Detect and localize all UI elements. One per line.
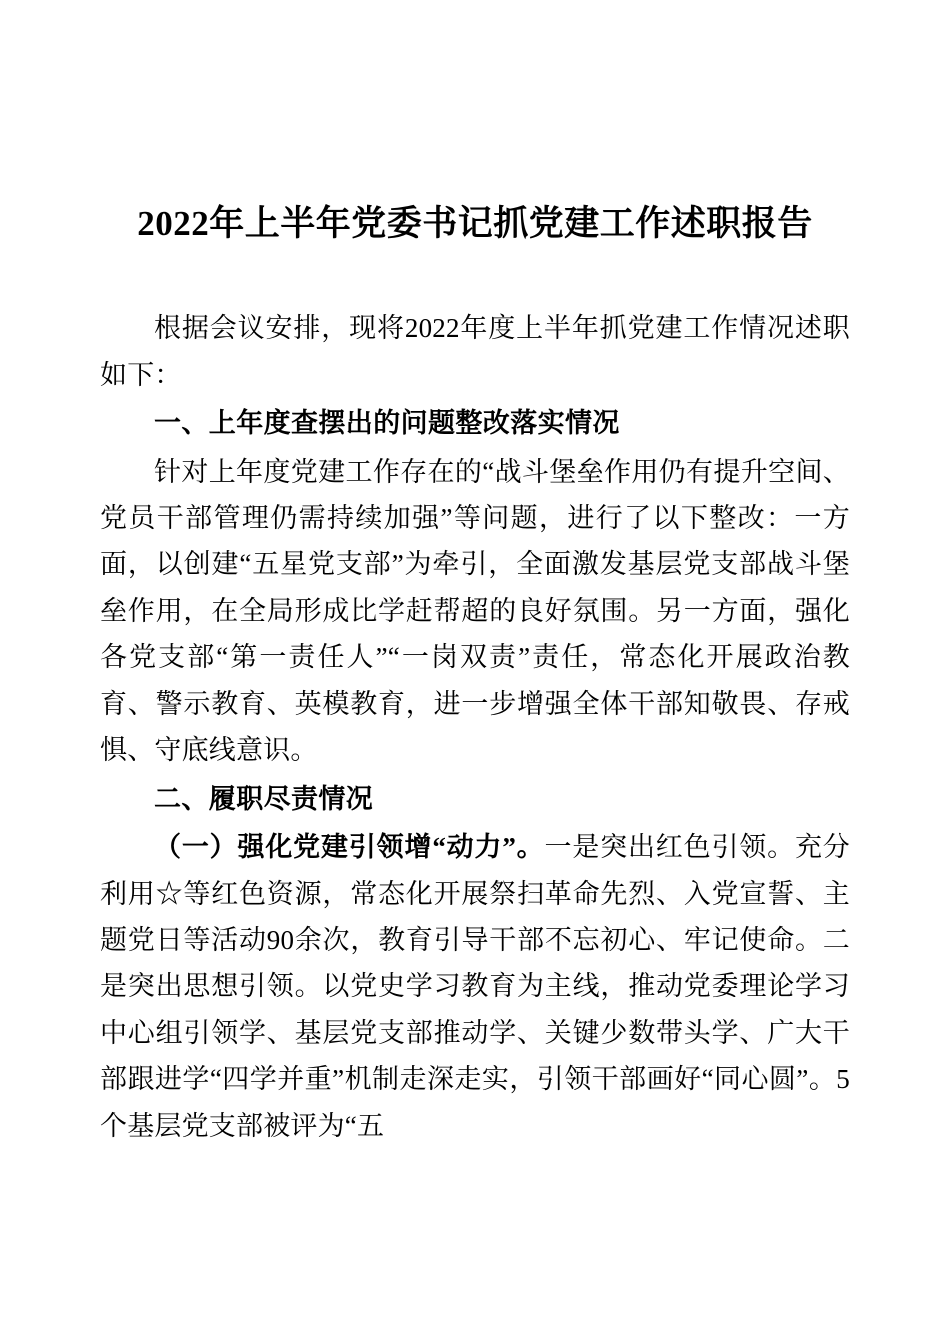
- paragraph-rectification: 针对上年度党建工作存在的“战斗堡垒作用仍有提升空间、党员干部管理仍需持续加强”等问题，进行了以下整改：一方面，以创建“五星党支部”为牵引，全面激发基层党支部战斗堡垒作用，在全局形成比学赶帮超的良好氛围。另一方面，强化各党支部“第一责任人”“一岗双责”责任，常态化开展政治教育、警示教育、英模教育，进一步增强全体干部知敬畏、存戒惧、守底线意识。: [100, 456, 850, 766]
- paragraph-intro: 根据会议安排，现将2022年度上半年抓党建工作情况述职如下：: [100, 313, 850, 390]
- subsection-body-text: 一是突出红色引领。充分利用☆等红色资源，常态化开展祭扫革命先烈、入党宣誓、主题党日等活动90余次，教育引导干部不忘初心、牢记使命。二是突出思想引领。以党史学习教育为主线，推动党委理论学习中心组引领学、基层党支部推动学、关键少数带头学、广大干部跟进学“四学并重”机制走深走实，引领干部画好“同心圆”。5个基层党支部被评为“五: [100, 832, 851, 1141]
- subsection-lead-label: （一）强化党建引领增“动力”。: [154, 832, 545, 863]
- page-title: 2022年上半年党委书记抓党建工作述职报告: [137, 204, 813, 243]
- paragraph-duty-one: [100, 824, 850, 1149]
- section-heading-two: 二、履职尽责情况: [154, 783, 374, 814]
- section-heading-one: 一、上年度查摆出的问题整改落实情况: [154, 408, 620, 439]
